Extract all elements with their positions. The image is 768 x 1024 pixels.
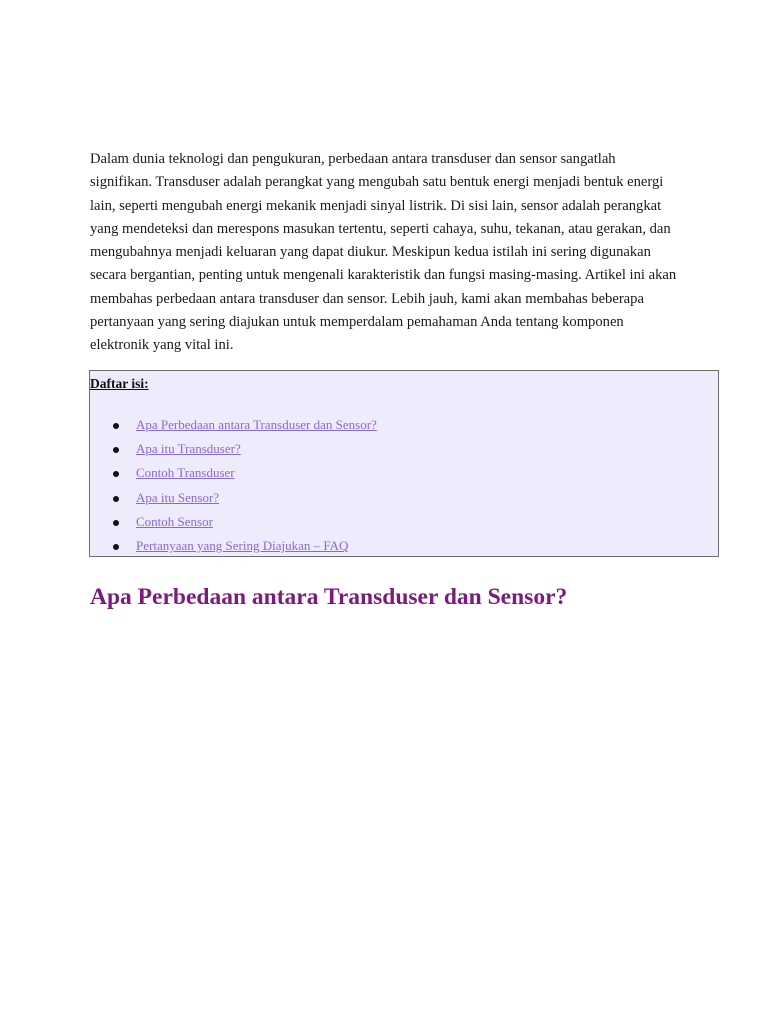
- toc-link-sensor-examples[interactable]: Contoh Sensor: [136, 513, 213, 529]
- bullet-icon: [113, 471, 119, 477]
- bullet-icon: [113, 520, 119, 526]
- toc-list: [90, 413, 377, 558]
- toc-title: Daftar isi:: [90, 376, 149, 391]
- toc-item-sensor-examples: [90, 510, 377, 534]
- toc-item-faq: [90, 534, 377, 558]
- intro-paragraph: Dalam dunia teknologi dan pengukuran, perbedaan antara transduser dan sensor sangatlah signifikan. Transduser adalah perangkat yang mengubah satu bentuk energi menjadi bentuk energi lain, seperti mengubah energi mekanik menjadi sinyal listrik. Di sisi lain, sensor adalah perangkat yang mendeteksi dan merespons masukan tertentu, seperti cahaya, suhu, tekanan, atau gerakan, dan mengubahnya menjadi keluaran yang dapat diukur. Meskipun kedua istilah ini sering digunakan secara bergantian, penting untuk mengenali karakteristik dan fungsi masing-masing. Artikel ini akan membahas perbedaan antara transduser dan sensor. Lebih jauh, kami akan membahas beberapa pertanyaan yang sering diajukan untuk memperdalam pemahaman Anda tentang komponen elektronik yang vital ini.: [90, 151, 677, 354]
- toc-item-transducer-examples: [90, 461, 377, 485]
- toc-item-what-is-sensor: [90, 486, 377, 510]
- toc-link-what-is-sensor[interactable]: Apa itu Sensor?: [136, 489, 220, 505]
- toc-link-transducer-examples[interactable]: Contoh Transduser: [136, 465, 235, 481]
- toc-item-what-is-transducer: [90, 437, 377, 461]
- toc-link-faq[interactable]: Pertanyaan yang Sering Diajukan – FAQ: [136, 537, 349, 553]
- toc-item-difference: [90, 413, 377, 437]
- bullet-icon: [113, 496, 119, 502]
- bullet-icon: [113, 423, 119, 429]
- bullet-icon: [113, 447, 119, 453]
- toc-link-difference[interactable]: Apa Perbedaan antara Transduser dan Sensor?: [136, 417, 377, 432]
- table-of-contents: [89, 370, 719, 557]
- bullet-icon: [113, 544, 119, 550]
- section-heading: Apa Perbedaan antara Transduser dan Sensor?: [90, 584, 568, 610]
- toc-link-what-is-transducer[interactable]: Apa itu Transduser?: [136, 441, 241, 457]
